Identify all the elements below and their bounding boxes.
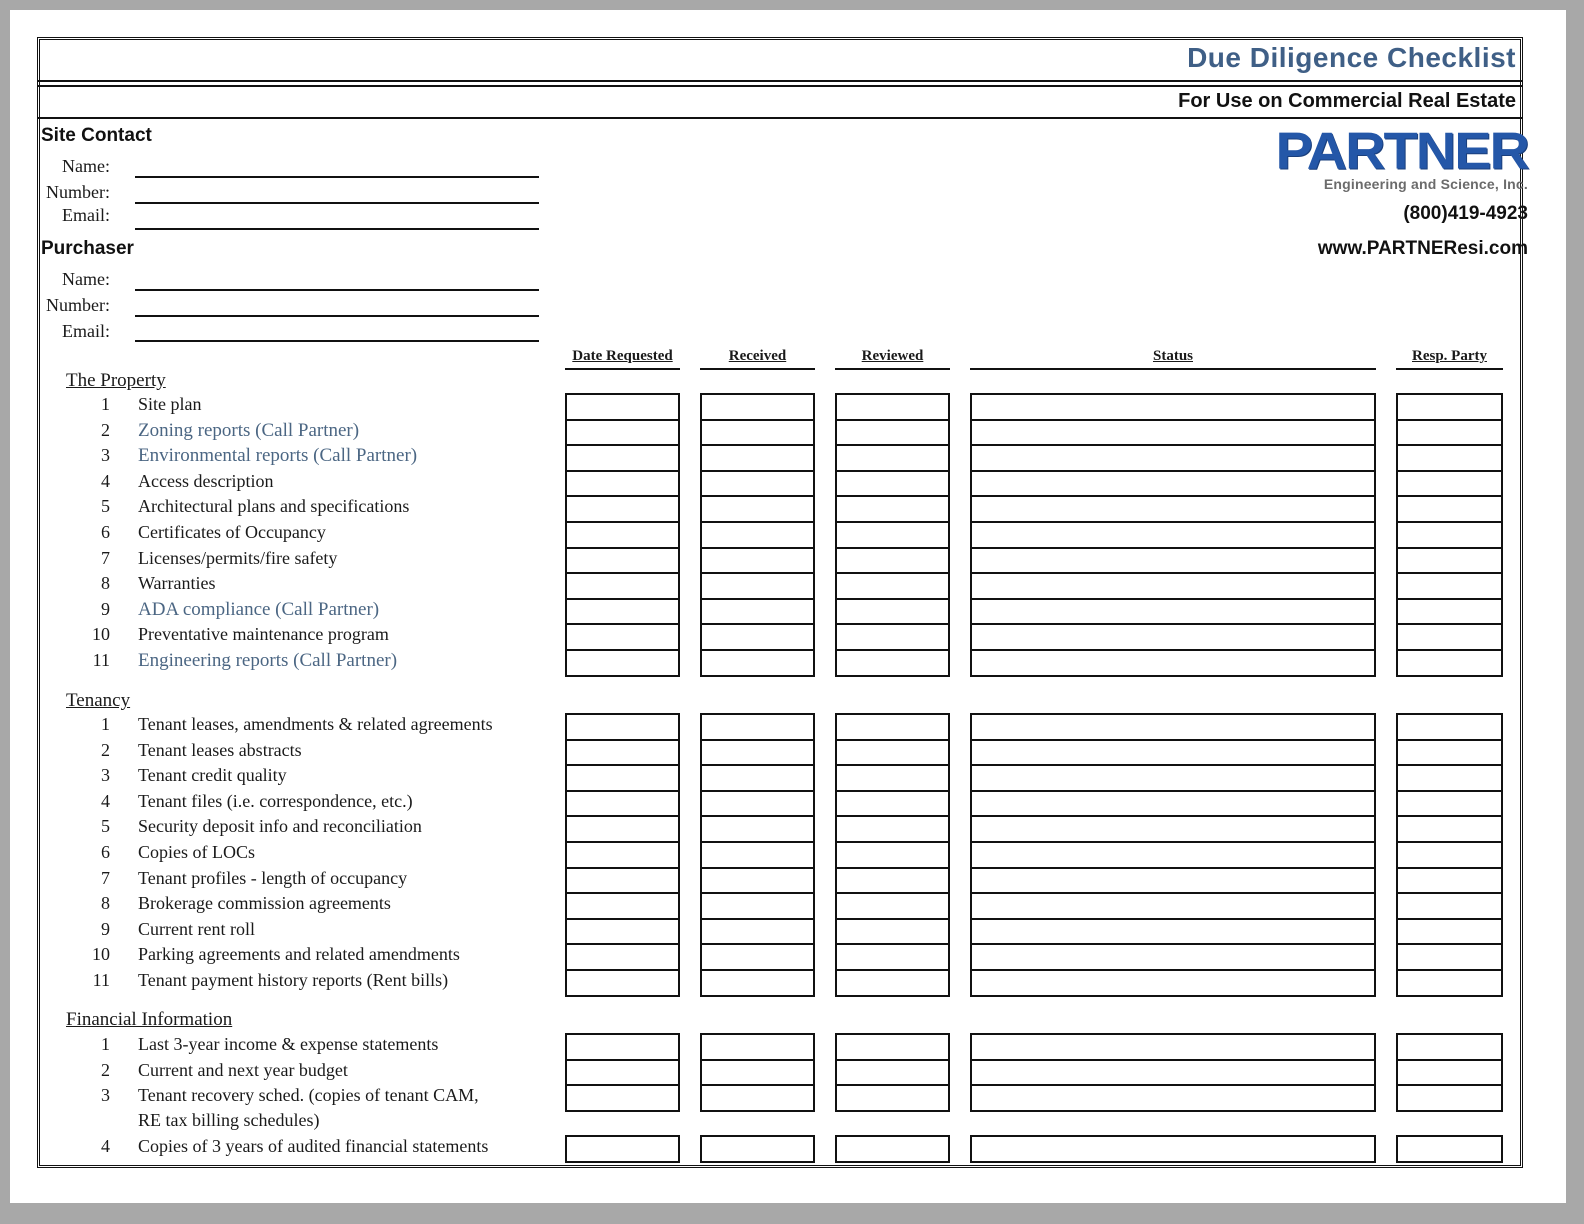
cell-reviewed[interactable] [835, 790, 950, 818]
cell-reviewed[interactable] [835, 764, 950, 792]
item-label: Tenant leases abstracts [138, 739, 302, 760]
item-number: 2 [101, 1059, 110, 1080]
item-label: Preventative maintenance program [138, 624, 389, 645]
item-number: 10 [92, 944, 110, 965]
cell-reviewed[interactable] [835, 419, 950, 447]
item-number: 5 [101, 816, 110, 837]
cell-status[interactable] [970, 470, 1376, 498]
cell-date-requested[interactable] [565, 1033, 680, 1061]
item-number: 3 [101, 765, 110, 786]
cell-date-requested[interactable] [565, 419, 680, 447]
cell-received[interactable] [700, 969, 815, 997]
purchaser-name-field[interactable] [135, 289, 539, 291]
company-website[interactable]: www.PARTNEResi.com [1317, 238, 1528, 259]
purchaser-email-label: Email: [62, 321, 110, 341]
cell-status[interactable] [970, 1059, 1376, 1087]
cell-reviewed[interactable] [835, 943, 950, 971]
item-label-link[interactable]: Engineering reports (Call Partner) [138, 650, 398, 671]
cell-reviewed[interactable] [835, 841, 950, 869]
item-number: 7 [101, 547, 110, 568]
company-phone: (800)419-4923 [1403, 203, 1528, 224]
cell-date-requested[interactable] [565, 521, 680, 549]
cell-date-requested[interactable] [565, 393, 680, 421]
item-label: Current and next year budget [138, 1059, 348, 1080]
column-date-requested: Date Requested [565, 348, 680, 370]
item-number: 9 [101, 598, 110, 619]
logo-tagline: Engineering and Science, Inc. [1323, 176, 1528, 192]
cell-resp-party[interactable] [1396, 1135, 1503, 1163]
cell-resp-party[interactable] [1396, 419, 1503, 447]
cell-reviewed[interactable] [835, 623, 950, 651]
site-contact-name-label: Name: [62, 156, 110, 176]
item-number: 4 [101, 790, 110, 811]
cell-resp-party[interactable] [1396, 867, 1503, 895]
cell-resp-party[interactable] [1396, 1084, 1503, 1112]
cell-date-requested[interactable] [565, 623, 680, 651]
site-contact-email-label: Email: [62, 205, 110, 225]
item-label: Copies of LOCs [138, 842, 255, 862]
cell-date-requested[interactable] [565, 713, 680, 741]
cell-reviewed[interactable] [835, 892, 950, 920]
cell-status[interactable] [970, 1084, 1376, 1112]
site-contact-heading: Site Contact [41, 125, 152, 146]
item-number: 1 [101, 1034, 110, 1054]
cell-status[interactable] [970, 943, 1376, 971]
item-number: 3 [101, 1085, 110, 1106]
cell-reviewed[interactable] [835, 969, 950, 997]
item-label-link[interactable]: Environmental reports (Call Partner) [138, 445, 418, 467]
cell-date-requested[interactable] [565, 444, 680, 472]
cell-reviewed[interactable] [835, 521, 950, 549]
cell-received[interactable] [700, 547, 815, 575]
cell-resp-party[interactable] [1396, 623, 1503, 651]
cell-status[interactable] [970, 892, 1376, 920]
column-resp-party: Resp. Party [1396, 348, 1503, 370]
item-number: 2 [101, 419, 110, 440]
item-number: 3 [101, 445, 110, 466]
cell-date-requested[interactable] [565, 943, 680, 971]
item-number: 10 [92, 624, 110, 645]
cell-status[interactable] [970, 1033, 1376, 1061]
cell-reviewed[interactable] [835, 1059, 950, 1087]
cell-status[interactable] [970, 969, 1376, 997]
cell-resp-party[interactable] [1396, 764, 1503, 792]
item-number: 6 [101, 522, 110, 542]
item-label: Architectural plans and specifications [138, 496, 410, 517]
cell-received[interactable] [700, 739, 815, 767]
site-contact-email-field[interactable] [135, 228, 539, 230]
cell-received[interactable] [700, 815, 815, 843]
cell-reviewed[interactable] [835, 867, 950, 895]
cell-status[interactable] [970, 521, 1376, 549]
purchaser-name-label: Name: [62, 269, 110, 289]
cell-status[interactable] [970, 419, 1376, 447]
item-label-continued: RE tax billing schedules) [138, 1109, 320, 1130]
cell-reviewed[interactable] [835, 1135, 950, 1163]
cell-reviewed[interactable] [835, 1033, 950, 1061]
cell-status[interactable] [970, 547, 1376, 575]
cell-resp-party[interactable] [1396, 892, 1503, 920]
cell-date-requested[interactable] [565, 841, 680, 869]
cell-received[interactable] [700, 790, 815, 818]
cell-resp-party[interactable] [1396, 598, 1503, 626]
cell-resp-party[interactable] [1396, 815, 1503, 843]
logo-wordmark: PARTNER [1275, 121, 1528, 180]
cell-resp-party[interactable] [1396, 713, 1503, 741]
cell-received[interactable] [700, 470, 815, 498]
cell-resp-party[interactable] [1396, 393, 1503, 421]
cell-reviewed[interactable] [835, 495, 950, 523]
item-label: Current rent roll [138, 918, 255, 939]
column-status: Status [970, 348, 1376, 370]
document-title: Due Diligence Checklist [1187, 42, 1516, 73]
item-label: Tenant profiles - length of occupancy [138, 867, 408, 888]
item-label: Tenant payment history reports (Rent bills) [138, 970, 449, 990]
cell-date-requested[interactable] [565, 1059, 680, 1087]
cell-status[interactable] [970, 649, 1376, 677]
cell-received[interactable] [700, 598, 815, 626]
partner-logo [1275, 122, 1528, 192]
cell-reviewed[interactable] [835, 572, 950, 600]
cell-status[interactable] [970, 764, 1376, 792]
cell-resp-party[interactable] [1396, 1059, 1503, 1087]
item-number: 1 [101, 714, 110, 734]
document-subtitle: For Use on Commercial Real Estate [1178, 90, 1516, 112]
item-number: 8 [101, 573, 110, 594]
cell-date-requested[interactable] [565, 470, 680, 498]
cell-status[interactable] [970, 598, 1376, 626]
cell-reviewed[interactable] [835, 598, 950, 626]
cell-received[interactable] [700, 1135, 815, 1163]
cell-received[interactable] [700, 841, 815, 869]
cell-resp-party[interactable] [1396, 649, 1503, 677]
purchaser-email-field[interactable] [135, 340, 539, 342]
item-label: Tenant files (i.e. correspondence, etc.) [138, 790, 413, 811]
cell-status[interactable] [970, 393, 1376, 421]
cell-status[interactable] [970, 815, 1376, 843]
cell-received[interactable] [700, 419, 815, 447]
item-number: 9 [101, 918, 110, 939]
cell-date-requested[interactable] [565, 764, 680, 792]
cell-date-requested[interactable] [565, 867, 680, 895]
cell-status[interactable] [970, 713, 1376, 741]
cell-status[interactable] [970, 841, 1376, 869]
cell-date-requested[interactable] [565, 1135, 680, 1163]
cell-resp-party[interactable] [1396, 969, 1503, 997]
cell-received[interactable] [700, 572, 815, 600]
cell-received[interactable] [700, 892, 815, 920]
item-number: 1 [101, 394, 110, 414]
cell-received[interactable] [700, 1084, 815, 1112]
item-label: Tenant credit quality [138, 765, 287, 786]
cell-date-requested[interactable] [565, 649, 680, 677]
cell-resp-party[interactable] [1396, 470, 1503, 498]
item-number: 8 [101, 893, 110, 914]
column-reviewed: Reviewed [835, 348, 950, 370]
site-contact-number-field[interactable] [135, 202, 539, 204]
cell-status[interactable] [970, 444, 1376, 472]
cell-reviewed[interactable] [835, 547, 950, 575]
item-label: Parking agreements and related amendments [138, 944, 460, 965]
purchaser-heading: Purchaser [41, 238, 134, 259]
item-label: Warranties [138, 573, 216, 594]
cell-received[interactable] [700, 1033, 815, 1061]
item-number: 6 [101, 842, 110, 862]
item-label: Certificates of Occupancy [138, 522, 326, 542]
cell-reviewed[interactable] [835, 444, 950, 472]
cell-status[interactable] [970, 572, 1376, 600]
cell-reviewed[interactable] [835, 1084, 950, 1112]
cell-received[interactable] [700, 623, 815, 651]
cell-status[interactable] [970, 867, 1376, 895]
subtitle-bar [38, 85, 1522, 119]
cell-date-requested[interactable] [565, 790, 680, 818]
cell-received[interactable] [700, 393, 815, 421]
item-label: Access description [138, 470, 274, 491]
item-number: 4 [101, 1136, 110, 1157]
cell-date-requested[interactable] [565, 918, 680, 946]
group-heading: The Property [66, 370, 166, 391]
item-label: Security deposit info and reconciliation [138, 816, 422, 837]
cell-resp-party[interactable] [1396, 444, 1503, 472]
purchaser-number-field[interactable] [135, 315, 539, 317]
site-contact-number-label: Number: [46, 182, 110, 202]
cell-received[interactable] [700, 521, 815, 549]
item-label: Tenant leases, amendments & related agreements [138, 714, 493, 734]
cell-status[interactable] [970, 790, 1376, 818]
cell-received[interactable] [700, 1059, 815, 1087]
item-number: 7 [101, 867, 110, 888]
cell-status[interactable] [970, 495, 1376, 523]
cell-resp-party[interactable] [1396, 521, 1503, 549]
cell-date-requested[interactable] [565, 1084, 680, 1112]
cell-resp-party[interactable] [1396, 572, 1503, 600]
cell-received[interactable] [700, 918, 815, 946]
cell-received[interactable] [700, 713, 815, 741]
cell-received[interactable] [700, 943, 815, 971]
cell-received[interactable] [700, 495, 815, 523]
cell-status[interactable] [970, 1135, 1376, 1163]
item-label: Licenses/permits/fire safety [138, 547, 338, 568]
cell-resp-party[interactable] [1396, 918, 1503, 946]
cell-date-requested[interactable] [565, 969, 680, 997]
item-label-link[interactable]: ADA compliance (Call Partner) [138, 598, 380, 620]
cell-reviewed[interactable] [835, 713, 950, 741]
item-label: Tenant recovery sched. (copies of tenant CAM, [138, 1085, 479, 1106]
cell-status[interactable] [970, 739, 1376, 767]
cell-resp-party[interactable] [1396, 841, 1503, 869]
item-number: 11 [92, 650, 110, 670]
cell-resp-party[interactable] [1396, 790, 1503, 818]
purchaser-number-label: Number: [46, 295, 110, 315]
cell-resp-party[interactable] [1396, 1033, 1503, 1061]
cell-received[interactable] [700, 649, 815, 677]
cell-reviewed[interactable] [835, 815, 950, 843]
cell-received[interactable] [700, 867, 815, 895]
group-heading: Financial Information [66, 1009, 233, 1030]
cell-date-requested[interactable] [565, 815, 680, 843]
item-number: 2 [101, 739, 110, 760]
cell-resp-party[interactable] [1396, 495, 1503, 523]
cell-date-requested[interactable] [565, 892, 680, 920]
item-label-link[interactable]: Zoning reports (Call Partner) [138, 419, 360, 441]
item-label: Last 3-year income & expense statements [138, 1034, 439, 1054]
item-label: Brokerage commission agreements [138, 893, 391, 914]
cell-reviewed[interactable] [835, 649, 950, 677]
column-received: Received [700, 348, 815, 370]
cell-reviewed[interactable] [835, 918, 950, 946]
cell-status[interactable] [970, 623, 1376, 651]
cell-resp-party[interactable] [1396, 547, 1503, 575]
cell-reviewed[interactable] [835, 393, 950, 421]
cell-date-requested[interactable] [565, 739, 680, 767]
item-label: Copies of 3 years of audited financial statements [138, 1136, 489, 1157]
cell-date-requested[interactable] [565, 572, 680, 600]
site-contact-name-field[interactable] [135, 176, 539, 178]
cell-reviewed[interactable] [835, 470, 950, 498]
cell-resp-party[interactable] [1396, 943, 1503, 971]
cell-status[interactable] [970, 918, 1376, 946]
item-number: 11 [92, 970, 110, 990]
cell-date-requested[interactable] [565, 598, 680, 626]
title-bar [38, 38, 1522, 82]
cell-received[interactable] [700, 764, 815, 792]
group-heading: Tenancy [66, 690, 131, 711]
cell-received[interactable] [700, 444, 815, 472]
checklist-page [10, 10, 1566, 1203]
item-label: Site plan [138, 394, 202, 414]
item-number: 4 [101, 470, 110, 491]
cell-reviewed[interactable] [835, 739, 950, 767]
cell-resp-party[interactable] [1396, 739, 1503, 767]
item-number: 5 [101, 496, 110, 517]
cell-date-requested[interactable] [565, 547, 680, 575]
cell-date-requested[interactable] [565, 495, 680, 523]
